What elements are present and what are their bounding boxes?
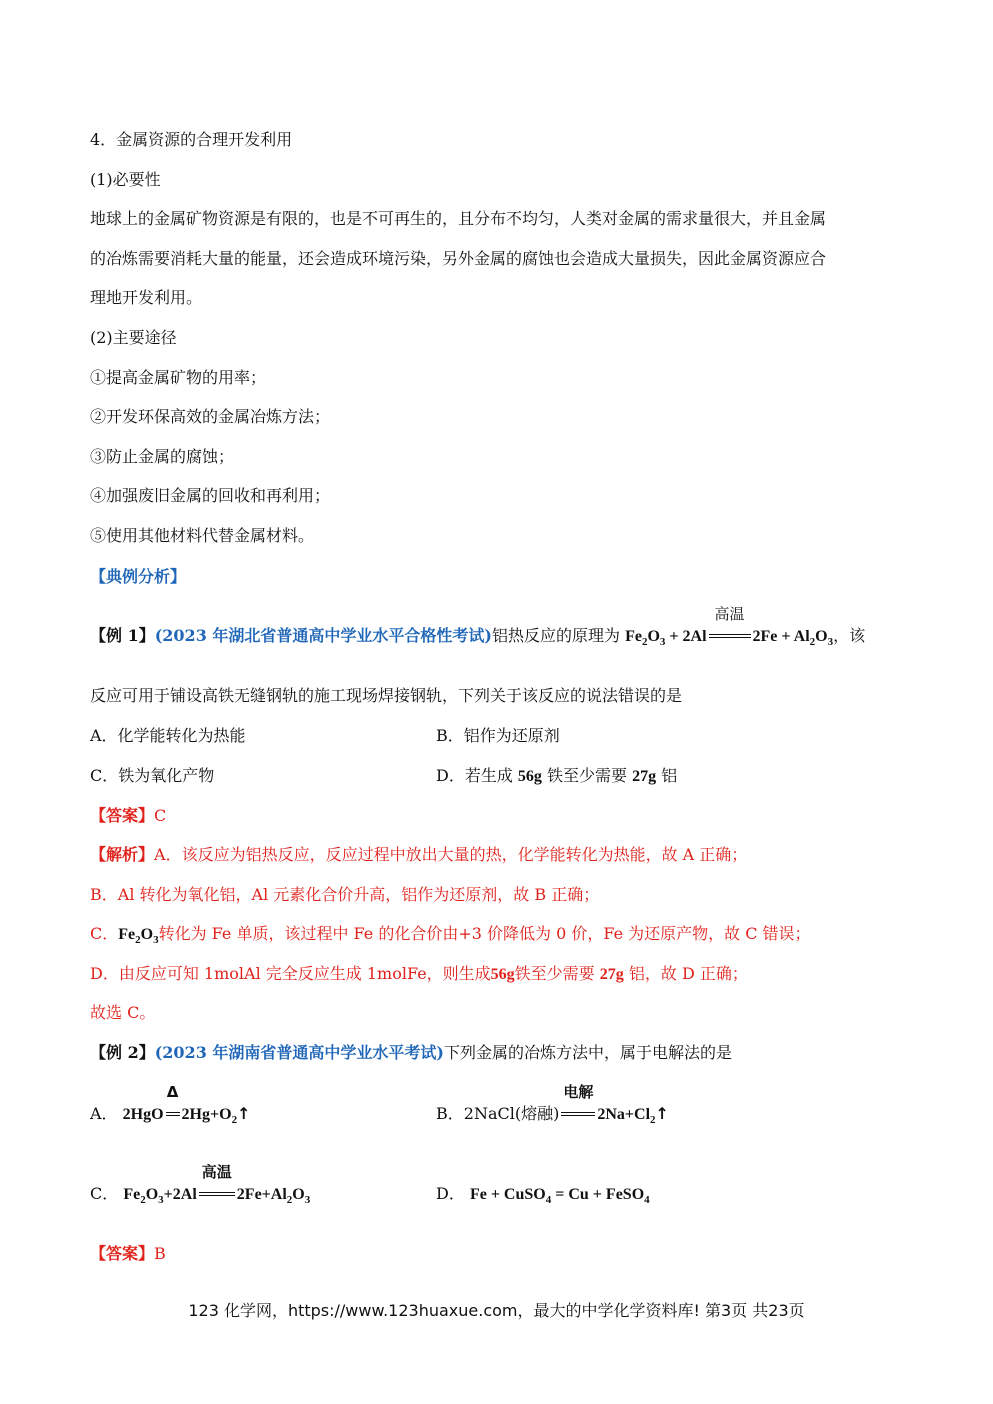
answer: 【答案】C <box>90 806 167 825</box>
option-a: A． 2HgO Δ $2Hg+O_2↑$ <box>90 1083 251 1126</box>
list-item: ②开发环保高效的金属冶炼方法； <box>90 407 331 426</box>
option-c: C．铁为氧化产物 <box>90 766 215 785</box>
option-d: D． Fe + CuSO$_4$ = Cu + FeSO$_4$ <box>436 1184 650 1206</box>
conclusion: 故选 C。 <box>90 1003 156 1022</box>
analysis-c: C．$Fe_2O_3$转化为 Fe 单质，该过程中 Fe 的化合价由+3 价降低为 0 价，Fe 为还原产物，故 C 错误； <box>90 924 811 946</box>
example-source: (2023 年湖北省普通高中学业水平合格性考试) <box>154 626 492 645</box>
answer: 【答案】B <box>90 1244 166 1263</box>
subheading-ways: (2)主要途径 <box>90 328 177 347</box>
example1-stem-line2: 反应可用于铺设高铁无缝钢轨的施工现场焊接钢轨，下列关于该反应的说法错误的是 <box>90 686 683 705</box>
example1-stem: 【例 1】(2023 年湖北省普通高中学业水平合格性考试)铝热反应的原理为 $Fe_2O_3 + 2Al$ 高温 $2Fe + Al_2O_3$，该 <box>90 605 866 648</box>
analysis-heading: 【典例分析】 <box>90 567 187 586</box>
option-b: B．铝作为还原剂 <box>436 726 560 745</box>
paragraph-line: 地球上的金属矿物资源是有限的，也是不可再生的，且分布不均匀，人类对金属的需求量很大，并且金属 <box>90 209 827 228</box>
list-item: ①提高金属矿物的用率； <box>90 368 267 387</box>
option-a: A．化学能转化为热能 <box>90 726 246 745</box>
option-c: C． $Fe_2O_3+2Al$ 高温 $2Fe+Al_2O_3$ <box>90 1163 311 1206</box>
section-heading: 4．金属资源的合理开发利用 <box>90 130 293 149</box>
list-item: ③防止金属的腐蚀； <box>90 447 235 466</box>
subheading-necessity: (1)必要性 <box>90 170 161 189</box>
list-item: ④加强废旧金属的回收和再利用； <box>90 486 331 505</box>
list-item: ⑤使用其他材料代替金属材料。 <box>90 526 315 545</box>
analysis-d: D．由反应可知 1molAl 完全反应生成 1molFe，则生成56g铁至少需要 27g 铝，故 D 正确； <box>90 964 748 983</box>
paragraph-line: 理地开发利用。 <box>90 288 203 307</box>
option-d: D．若生成 56g 铁至少需要 27g 铝 <box>436 766 678 785</box>
page-footer: 123 化学网，https://www.123huaxue.com，最大的中学化学资料库! 第3页 共23页 <box>188 1301 805 1320</box>
option-b: B．2NaCl(熔融) 电解 $2Na+Cl_2↑$ <box>436 1083 669 1126</box>
reaction-arrow: 高温 <box>707 626 753 648</box>
paragraph-line: 的冶炼需要消耗大量的能量，还会造成环境污染，另外金属的腐蚀也会造成大量损失，因此金属资源应合 <box>90 249 827 268</box>
analysis-b: B．Al 转化为氧化铝，Al 元素化合价升高，铝作为还原剂，故 B 正确； <box>90 885 600 904</box>
example-tag: 【例 1】 <box>90 626 155 645</box>
example2-stem: 【例 2】(2023 年湖南省普通高中学业水平考试)下列金属的冶炼方法中，属于电解法的是 <box>90 1043 732 1062</box>
analysis-a: 【解析】A．该反应为铝热反应，反应过程中放出大量的热，化学能转化为热能，故 A 正确； <box>90 845 748 864</box>
equation: $Fe_2O_3 + 2Al$ 高温 $2Fe + Al_2O_3$ <box>625 605 834 648</box>
